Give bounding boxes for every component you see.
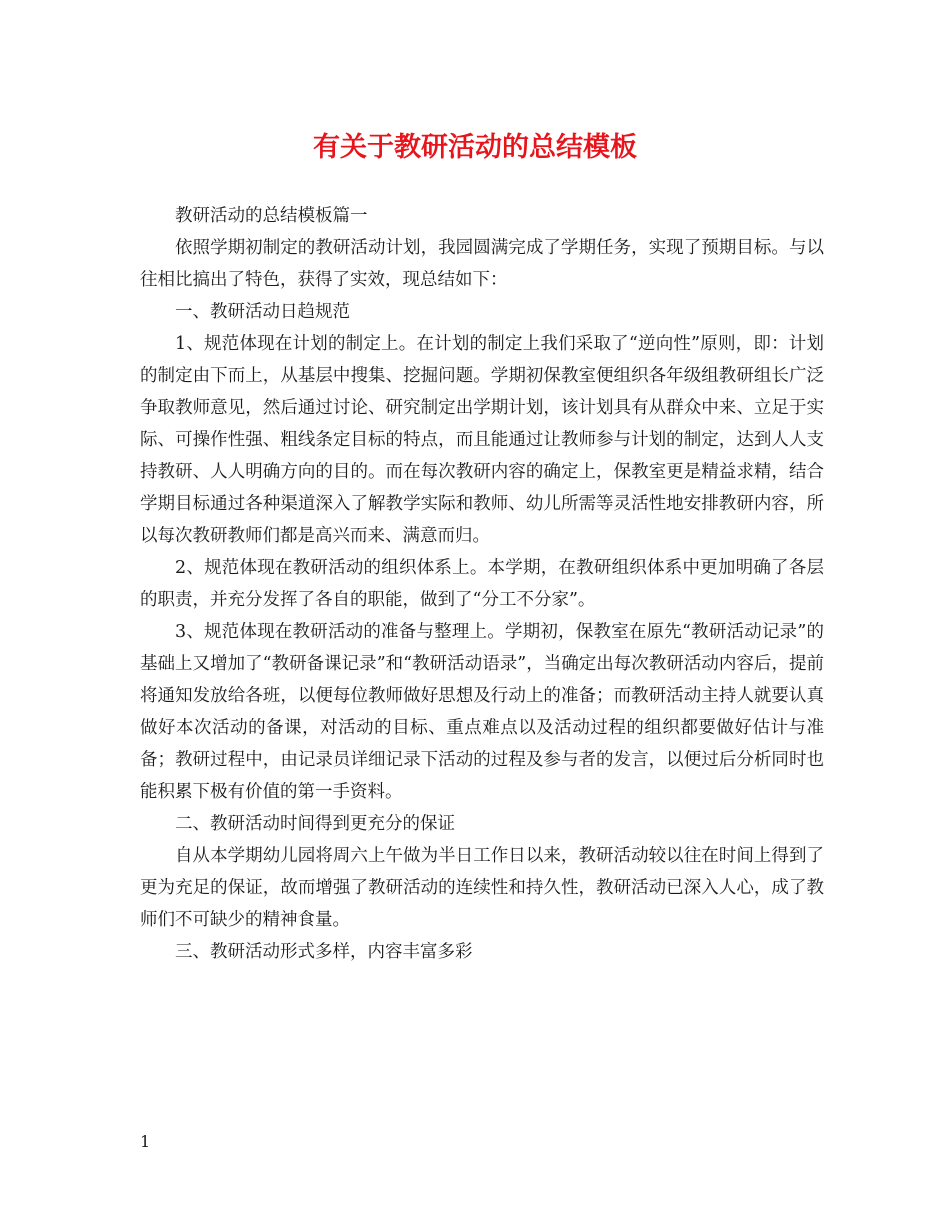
section-heading: 二、教研活动时间得到更充分的保证 (175, 814, 455, 834)
page-number: 1 (140, 1132, 151, 1151)
paragraph: 依照学期初制定的教研活动计划，我园圆满完成了学期任务，实现了预期目标。与以往相比搞出了特色，获得了实效，现总结如下： (140, 238, 824, 290)
paragraph: 3、规范体现在教研活动的准备与整理上。学期初，保教室在原先“教研活动记录”的基础上又增加了“教研备课记录”和“教研活动语录”，当确定出每次教研活动内容后，提前将通知发放给各班，以便每位教师做好思想及行动上的准备；而教研活动主持人就要认真做好本次活动的备课，对活动的目标、重点难点以及活动过程的组织都要做好估计与准备；教研过程中，由记录员详细记录下活动的过程及参与者的发言，以便过后分析同时也能积累下极有价值的第一手资料。 (140, 622, 824, 802)
section-heading: 三、教研活动形式多样，内容丰富多彩 (175, 942, 473, 962)
document-title: 有关于教研活动的总结模板 (313, 132, 637, 163)
paragraph: 自从本学期幼儿园将周六上午做为半日工作日以来，教研活动较以往在时间上得到了更为充足的保证，故而增强了教研活动的连续性和持久性，教研活动已深入人心，成了教师们不可缺少的精神食量。 (140, 846, 824, 930)
section-heading: 一、教研活动日趋规范 (175, 302, 350, 322)
section-heading: 教研活动的总结模板篇一 (175, 206, 368, 226)
paragraph: 1、规范体现在计划的制定上。在计划的制定上我们采取了“逆向性”原则，即：计划的制定由下而上，从基层中搜集、挖掘问题。学期初保教室便组织各年级组教研组长广泛争取教师意见，然后通过讨论、研究制定出学期计划，该计划具有从群众中来、立足于实际、可操作性强、粗线条定目标的特点，而且能通过让教师参与计划的制定，达到人人支持教研、人人明确方向的目的。而在每次教研内容的确定上，保教室更是精益求精，结合学期目标通过各种渠道深入了解教学实际和教师、幼儿所需等灵活性地安排教研内容，所以每次教研教师们都是高兴而来、满意而归。 (140, 334, 824, 546)
paragraph: 2、规范体现在教研活动的组织体系上。本学期，在教研组织体系中更加明确了各层的职责，并充分发挥了各自的职能，做到了“分工不分家”。 (140, 558, 824, 610)
document-body (140, 200, 824, 968)
